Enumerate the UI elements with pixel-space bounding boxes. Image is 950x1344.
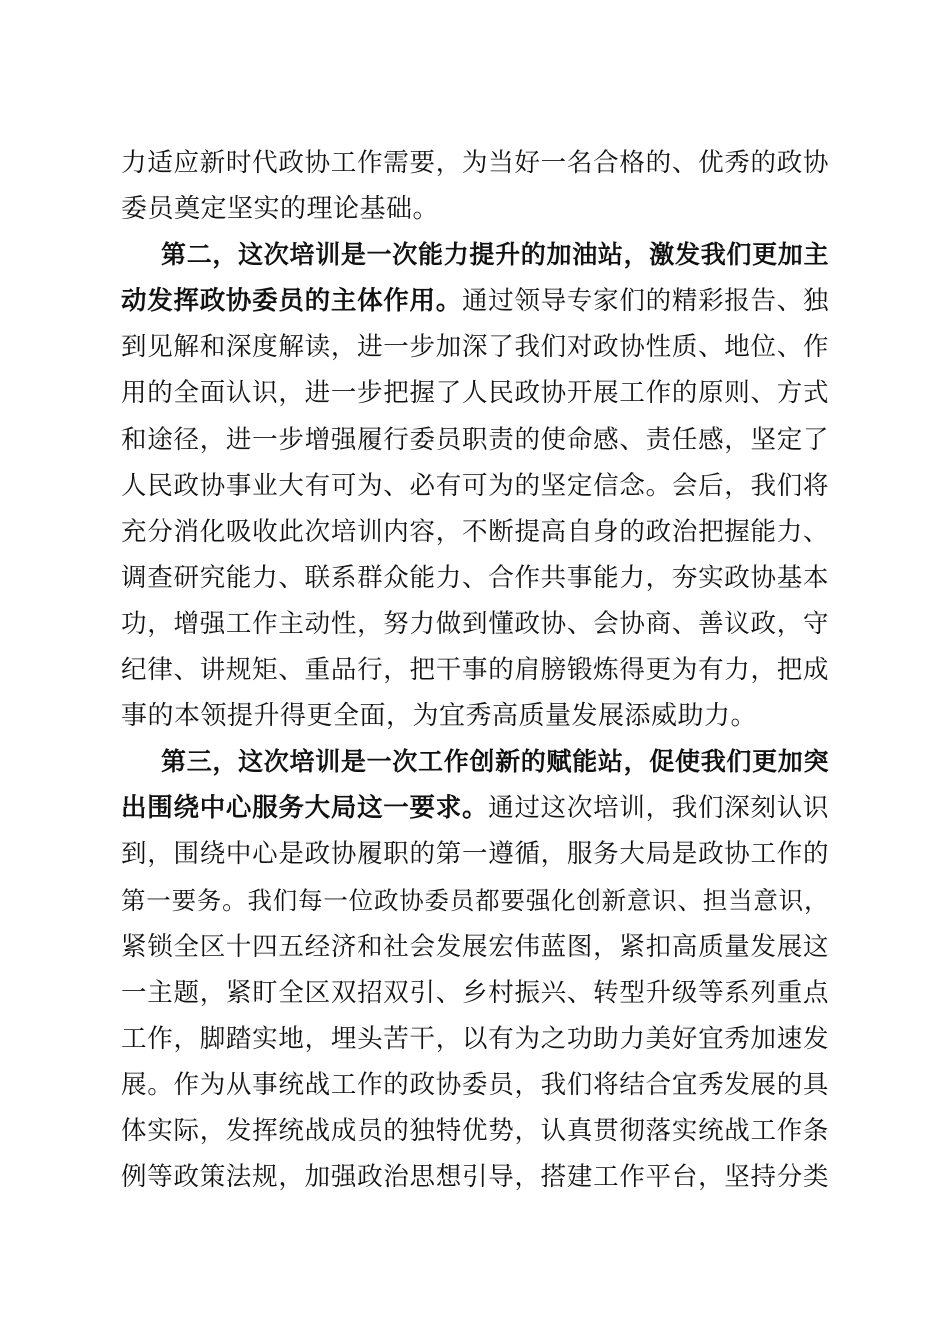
paragraph-3-line: 体实际，发挥统战成员的独特优势，认真贯彻落实统战工作条 <box>121 1115 829 1146</box>
paragraph-2-heading-line-1: 第二，这次培训是一次能力提升的加油站，激发我们更加主 <box>161 240 829 270</box>
paragraph-2-line: 功，增强工作主动性，努力做到懂政协、会协商、善议政，守 <box>121 608 829 639</box>
paragraph-2-line-2 <box>121 278 829 324</box>
paragraph-3-heading-line-1: 第三，这次培训是一次工作创新的赋能站，促使我们更加突 <box>161 747 829 777</box>
paragraph-2-heading-line-2: 动发挥政协委员的主体作用。 <box>121 286 462 317</box>
paragraph-1-line-1: 力适应新时代政协工作需要，为当好一名合格的、优秀的政协 <box>121 148 829 178</box>
paragraph-2-line: 到见解和深度解读，进一步加深了我们对政协性质、地位、作 <box>121 332 829 363</box>
paragraph-3-line: 紧锁全区十四五经济和社会发展宏伟蓝图，紧扣高质量发展这 <box>121 931 829 962</box>
paragraph-2-line: 用的全面认识，进一步把握了人民政协开展工作的原则、方式 <box>121 378 829 409</box>
paragraph-1-line-2: 委员奠定坚实的理论基础。 <box>121 194 440 225</box>
paragraph-2-line: 调查研究能力、联系群众能力、合作共事能力，夯实政协基本 <box>121 562 829 593</box>
paragraph-3-heading-line-2: 出围绕中心服务大局这一要求。 <box>121 793 489 824</box>
paragraph-2-line-2-rest: 通过领导专家们的精彩报告、独 <box>462 286 829 317</box>
paragraph-3-line: 第一要务。我们每一位政协委员都要强化创新意识、担当意识， <box>121 885 829 915</box>
paragraph-2-line: 事的本领提升得更全面，为宜秀高质量发展添威助力。 <box>121 701 758 732</box>
paragraph-2-line: 充分消化吸收此次培训内容，不断提高自身的政治把握能力、 <box>121 516 829 547</box>
paragraph-2-line: 和途径，进一步增强履行委员职责的使命感、责任感，坚定了 <box>121 424 829 455</box>
document-body <box>121 140 829 1200</box>
paragraph-2-line: 人民政协事业大有可为、必有可为的坚定信念。会后，我们将 <box>121 470 829 501</box>
paragraph-3-line-2-rest: 通过这次培训，我们深刻认识 <box>488 793 829 824</box>
paragraph-3-line: 例等政策法规，加强政治思想引导，搭建工作平台，坚持分类 <box>121 1162 829 1193</box>
paragraph-3-line-2 <box>121 785 829 831</box>
paragraph-3-line: 工作，脚踏实地，埋头苦干，以有为之功助力美好宜秀加速发 <box>121 1023 829 1054</box>
paragraph-3-line: 展。作为从事统战工作的政协委员，我们将结合宜秀发展的具 <box>121 1069 829 1100</box>
paragraph-2-line: 纪律、讲规矩、重品行，把干事的肩膀锻炼得更为有力，把成 <box>121 655 829 686</box>
paragraph-3-line: 一主题，紧盯全区双招双引、乡村振兴、转型升级等系列重点 <box>121 977 829 1008</box>
paragraph-3-line: 到，围绕中心是政协履职的第一遵循，服务大局是政协工作的 <box>121 839 829 870</box>
